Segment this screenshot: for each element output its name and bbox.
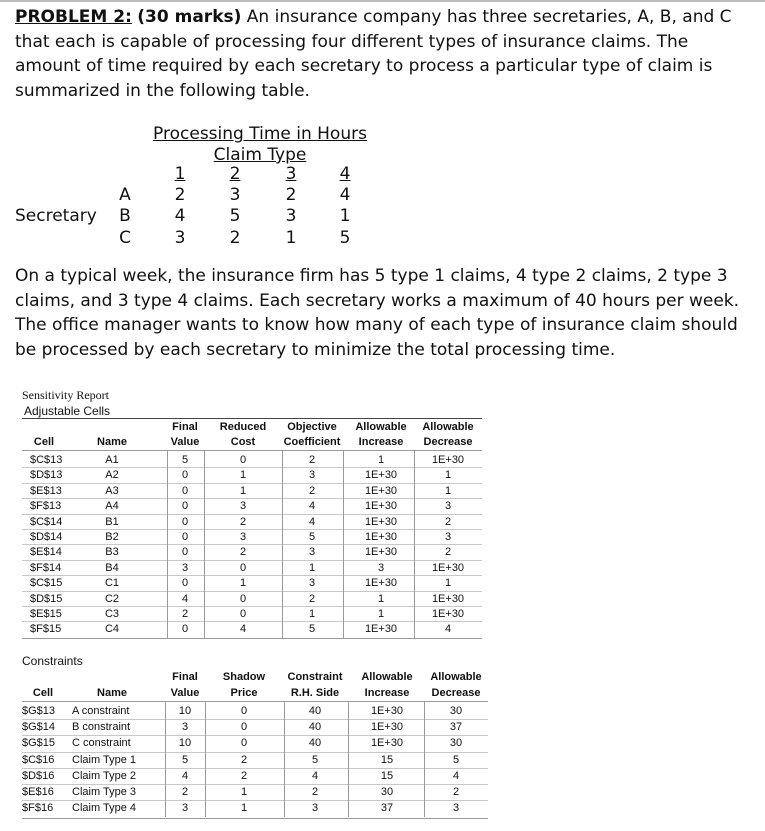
problem-intro: An insurance company has three secretaries, A, B, and C that each is capable of processing four different types of insurance claims. The amount of time required by each secretary to process a particular type of claim is summarized in the following table. <box>15 7 732 101</box>
cell: 3 <box>174 228 186 248</box>
reduced-cost: 1 <box>239 484 247 497</box>
allowable-decrease: 1E+30 <box>431 561 465 574</box>
objective-coefficient: 2 <box>308 592 316 605</box>
reduced-cost: 3 <box>239 531 247 543</box>
claim-type-4: 4 <box>339 164 351 184</box>
row-rule <box>22 467 482 468</box>
reduced-cost: 1 <box>239 469 247 482</box>
column-rule <box>167 451 168 638</box>
cell-ref: $F$16 <box>22 802 54 815</box>
final-value: 0 <box>181 623 189 636</box>
allowable-increase: 3 <box>377 561 385 574</box>
header-decrease: Decrease <box>423 436 473 448</box>
variable-name: C3 <box>104 608 120 620</box>
allowable-decrease: 37 <box>449 721 463 734</box>
allowable-increase: 1E+30 <box>364 515 398 528</box>
column-rule <box>343 451 344 638</box>
final-value: 3 <box>181 721 189 734</box>
final-value: 4 <box>181 769 189 782</box>
final-value: 0 <box>181 515 189 528</box>
objective-coefficient: 5 <box>308 531 316 543</box>
header-cost: Cost <box>230 436 256 448</box>
column-rule <box>348 702 349 817</box>
objective-coefficient: 4 <box>308 500 316 513</box>
report-title: Sensitivity Report <box>22 388 109 402</box>
cell: 5 <box>339 228 351 248</box>
shadow-price: 2 <box>240 769 248 782</box>
variable-name: C2 <box>104 592 120 605</box>
cell: 1 <box>285 228 297 248</box>
shadow-price: 1 <box>240 802 248 815</box>
constraint-rhs: 40 <box>308 737 322 750</box>
row-rule <box>22 621 482 622</box>
constraint-name: Claim Type 3 <box>72 786 136 798</box>
header-rule <box>22 701 488 702</box>
objective-coefficient: 5 <box>308 623 316 636</box>
claim-type-1: 1 <box>174 164 186 184</box>
adjustable-title: Adjustable Cells <box>24 404 111 418</box>
variable-name: A3 <box>105 484 119 497</box>
shadow-price: 0 <box>240 737 248 750</box>
final-value: 0 <box>181 484 189 497</box>
column-rule <box>204 451 205 638</box>
variable-name: B2 <box>105 531 119 543</box>
header-final: Final <box>172 671 198 683</box>
allowable-increase: 1E+30 <box>370 721 404 734</box>
problem-paragraph: On a typical week, the insurance firm has 5 type 1 claims, 4 type 2 claims, 2 type 3 claims, and 3 type 4 claims. Each secretary works a maximum of 40 hours per week. The office manager wants to know how many of each type of insurance claim should be processed by each secretary to minimize the total processing time. <box>15 266 740 360</box>
cell-ref: $G$13 <box>22 705 56 717</box>
header-constraint: Constraint <box>287 671 343 683</box>
header-shadow: Shadow <box>222 671 266 683</box>
reduced-cost: 2 <box>239 546 247 559</box>
objective-coefficient: 2 <box>308 454 316 466</box>
header-allowable: Allowable <box>355 421 407 433</box>
row-group-label: Secretary <box>15 206 97 226</box>
header-coefficient: Coefficient <box>283 436 341 448</box>
allowable-increase: 1E+30 <box>364 546 398 559</box>
header-name: Name <box>97 436 127 448</box>
final-value: 5 <box>181 454 189 466</box>
reduced-cost: 1 <box>239 577 247 590</box>
cell: 3 <box>285 206 297 226</box>
problem-heading: PROBLEM 2: <box>15 7 132 27</box>
reduced-cost: 0 <box>239 608 247 620</box>
variable-name: A4 <box>105 500 119 513</box>
cell: 5 <box>229 206 241 226</box>
row-rule <box>22 575 482 576</box>
time-table-subtitle: Claim Type <box>213 145 307 165</box>
objective-coefficient: 3 <box>308 546 316 559</box>
objective-coefficient: 2 <box>308 484 316 497</box>
constraint-name: Claim Type 1 <box>72 753 136 766</box>
row-rule <box>22 784 488 785</box>
final-value: 3 <box>181 802 189 815</box>
constraint-name: Claim Type 2 <box>72 769 136 782</box>
secretary-c: C <box>119 228 131 248</box>
cell: 4 <box>174 206 186 226</box>
allowable-increase: 1E+30 <box>364 484 398 497</box>
allowable-increase: 1E+30 <box>364 531 398 543</box>
row-rule <box>22 483 482 484</box>
cell-ref: $E$13 <box>30 484 62 497</box>
column-rule <box>205 702 206 817</box>
time-table-title: Processing Time in Hours <box>153 124 367 144</box>
variable-name: A2 <box>105 469 119 482</box>
row-rule <box>22 768 488 769</box>
allowable-decrease: 1E+30 <box>431 592 465 605</box>
header-final: Final <box>172 421 198 433</box>
allowable-increase: 1E+30 <box>370 705 404 717</box>
allowable-decrease: 2 <box>452 786 460 798</box>
allowable-increase: 1E+30 <box>364 500 398 513</box>
final-value: 0 <box>181 500 189 513</box>
header-allowable: Allowable <box>430 671 482 683</box>
header-allowable: Allowable <box>422 421 474 433</box>
cell-ref: $G$14 <box>22 721 56 734</box>
header-cell: Cell <box>32 687 54 699</box>
constraint-rhs: 5 <box>311 753 319 766</box>
variable-name: A1 <box>105 454 119 466</box>
allowable-increase: 1E+30 <box>364 469 398 482</box>
column-rule <box>282 451 283 638</box>
header-value: Value <box>170 436 200 448</box>
secretary-a: A <box>119 185 131 205</box>
header-allowable: Allowable <box>361 671 413 683</box>
constraint-rhs: 3 <box>311 802 319 815</box>
cell-ref: $D$16 <box>22 769 55 782</box>
adjustable-title-rule <box>22 418 482 419</box>
allowable-increase: 1 <box>377 454 385 466</box>
row-rule <box>22 560 482 561</box>
column-rule <box>284 702 285 817</box>
constraint-rhs: 2 <box>311 786 319 798</box>
cell-ref: $F$14 <box>30 561 62 574</box>
allowable-increase: 15 <box>380 769 394 782</box>
allowable-increase: 15 <box>380 753 394 766</box>
cell-ref: $D$15 <box>30 592 63 605</box>
allowable-decrease: 1 <box>444 577 452 590</box>
row-rule <box>22 752 488 753</box>
cell: 2 <box>229 228 241 248</box>
allowable-decrease: 1E+30 <box>431 608 465 620</box>
final-value: 0 <box>181 469 189 482</box>
final-value: 3 <box>181 561 189 574</box>
objective-coefficient: 4 <box>308 515 316 528</box>
cell: 2 <box>174 185 186 205</box>
variable-name: B3 <box>105 546 119 559</box>
row-rule <box>22 735 488 736</box>
cell-ref: $D$13 <box>30 469 63 482</box>
header-value: Value <box>170 687 200 699</box>
variable-name: C4 <box>104 623 120 636</box>
reduced-cost: 3 <box>239 500 247 513</box>
cell-ref: $C$13 <box>30 454 63 466</box>
cell-ref: $E$14 <box>30 546 62 559</box>
reduced-cost: 0 <box>239 454 247 466</box>
column-rule <box>165 702 166 817</box>
header-decrease: Decrease <box>431 687 481 699</box>
final-value: 0 <box>181 577 189 590</box>
reduced-cost: 0 <box>239 592 247 605</box>
constraint-rhs: 40 <box>308 721 322 734</box>
top-rule <box>0 0 765 2</box>
final-value: 10 <box>178 737 192 750</box>
variable-name: B1 <box>105 515 119 528</box>
final-value: 0 <box>181 531 189 543</box>
objective-coefficient: 3 <box>308 577 316 590</box>
cell: 3 <box>229 185 241 205</box>
reduced-cost: 2 <box>239 515 247 528</box>
header-cell: Cell <box>33 436 55 448</box>
allowable-decrease: 1 <box>444 484 452 497</box>
shadow-price: 1 <box>240 786 248 798</box>
allowable-increase: 1E+30 <box>364 577 398 590</box>
allowable-decrease: 2 <box>444 515 452 528</box>
final-value: 10 <box>178 705 192 717</box>
row-rule <box>22 800 488 801</box>
column-rule <box>424 702 425 817</box>
claim-type-2: 2 <box>229 164 241 184</box>
header-reduced: Reduced <box>219 421 267 433</box>
allowable-decrease: 4 <box>444 623 452 636</box>
reduced-cost: 0 <box>239 561 247 574</box>
objective-coefficient: 1 <box>308 608 316 620</box>
allowable-increase: 37 <box>380 802 394 815</box>
constraint-name: A constraint <box>72 705 130 717</box>
allowable-decrease: 3 <box>452 802 460 815</box>
allowable-decrease: 3 <box>444 531 452 543</box>
cell-ref: $F$15 <box>30 623 62 636</box>
cell-ref: $G$15 <box>22 737 56 750</box>
allowable-decrease: 3 <box>444 500 452 513</box>
cell-ref: $C$15 <box>30 577 63 590</box>
allowable-increase: 1E+30 <box>364 623 398 636</box>
final-value: 5 <box>181 753 189 766</box>
secretary-b: B <box>119 206 131 226</box>
claim-type-3: 3 <box>285 164 297 184</box>
allowable-decrease: 1E+30 <box>431 454 465 466</box>
objective-coefficient: 3 <box>308 469 316 482</box>
final-value: 4 <box>181 592 189 605</box>
row-rule <box>22 514 482 515</box>
constraint-rhs: 4 <box>311 769 319 782</box>
allowable-decrease: 2 <box>444 546 452 559</box>
row-rule <box>22 719 488 720</box>
row-rule <box>22 606 482 607</box>
cell-ref: $F$13 <box>30 500 62 513</box>
shadow-price: 2 <box>240 753 248 766</box>
constraint-name: C constraint <box>72 737 131 750</box>
header-name: Name <box>97 687 127 699</box>
constraint-name: B constraint <box>72 721 131 734</box>
allowable-increase: 1E+30 <box>370 737 404 750</box>
allowable-increase: 1 <box>377 592 385 605</box>
reduced-cost: 4 <box>239 623 247 636</box>
header-increase: Increase <box>358 436 404 448</box>
constraints-title: Constraints <box>22 654 83 668</box>
allowable-increase: 1 <box>377 608 385 620</box>
allowable-increase: 30 <box>380 786 394 798</box>
final-value: 0 <box>181 546 189 559</box>
cell: 1 <box>339 206 351 226</box>
header-objective: Objective <box>287 421 337 433</box>
cell-ref: $E$16 <box>22 786 54 798</box>
row-rule <box>22 591 482 592</box>
constraint-name: Claim Type 4 <box>72 802 136 815</box>
header-rule <box>22 450 482 451</box>
problem-statement <box>15 5 755 103</box>
cell-ref: $E$15 <box>30 608 62 620</box>
cell: 2 <box>285 185 297 205</box>
column-rule <box>414 451 415 638</box>
cell-ref: $D$14 <box>30 531 63 543</box>
variable-name: C1 <box>104 577 120 590</box>
objective-coefficient: 1 <box>308 561 316 574</box>
table-bottom-rule <box>22 638 482 639</box>
header-price: Price <box>230 687 258 699</box>
shadow-price: 0 <box>240 721 248 734</box>
cell-ref: $C$16 <box>22 753 55 766</box>
final-value: 2 <box>181 786 189 798</box>
cell: 4 <box>339 185 351 205</box>
allowable-decrease: 1 <box>444 469 452 482</box>
allowable-decrease: 4 <box>452 769 460 782</box>
allowable-decrease: 5 <box>452 753 460 766</box>
row-rule <box>22 498 482 499</box>
cell-ref: $C$14 <box>30 515 63 528</box>
header-increase: Increase <box>364 687 410 699</box>
constraint-rhs: 40 <box>308 705 322 717</box>
problem-marks: (30 marks) <box>137 7 242 27</box>
shadow-price: 0 <box>240 705 248 717</box>
row-rule <box>22 544 482 545</box>
final-value: 2 <box>181 608 189 620</box>
table-bottom-rule <box>22 818 488 819</box>
allowable-decrease: 30 <box>449 737 463 750</box>
allowable-decrease: 30 <box>449 705 463 717</box>
variable-name: B4 <box>105 561 119 574</box>
header-rhs: R.H. Side <box>290 687 340 699</box>
row-rule <box>22 529 482 530</box>
